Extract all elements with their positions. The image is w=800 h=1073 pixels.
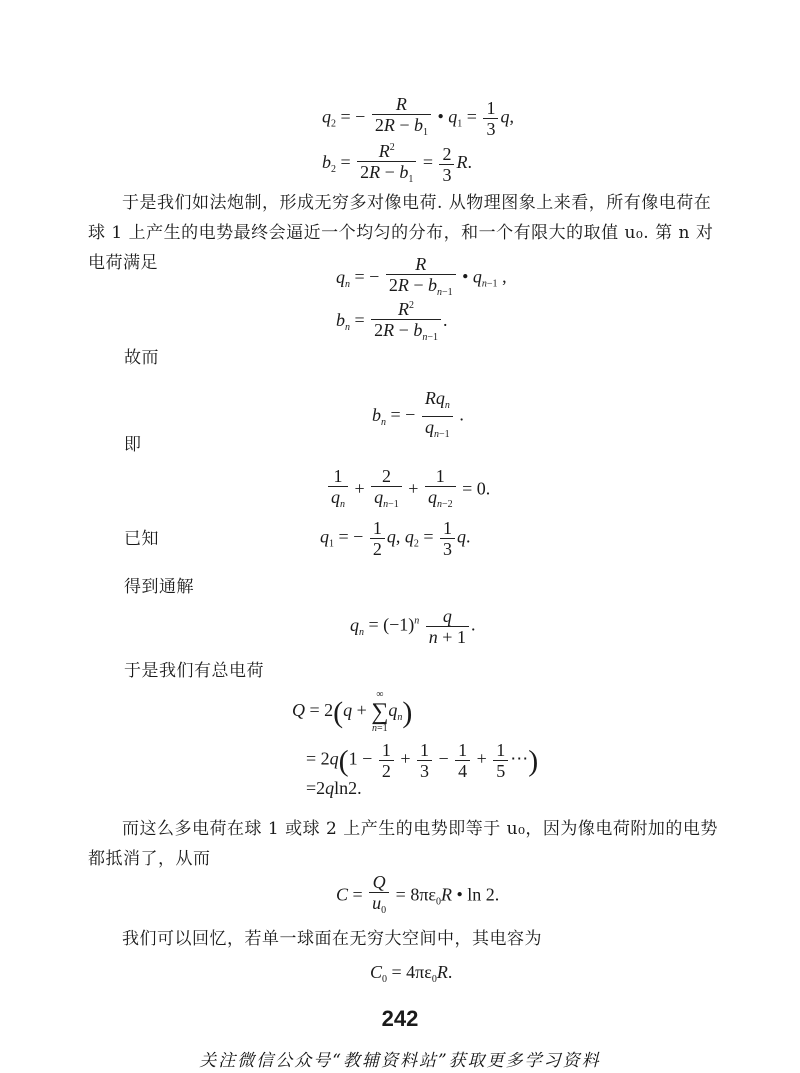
equation-initial-values: $q_1$ = − $\frac{1}{2}$ q, $q_2$ = $\frac{1}{3}$ q.	[320, 518, 471, 559]
text-yi-zhi: 已知	[124, 529, 159, 549]
equation-bn: $b_n$ = $\frac{R^2}{2R - b_{n-1}}$ .	[336, 296, 447, 348]
equation-q2: $q_2$ = − $\frac{R}{2R - b_1}$ • $q_1$ = $\frac{1}{3}$ q,	[322, 94, 514, 143]
equation-capacitance: C = $\frac{Q}{u_0}$ = $8\pi\varepsilon_0R$ • ln 2.	[336, 872, 499, 921]
equation-b2: $b_2$ = $\frac{R^2}{2R - b_1}$ = $\frac{2}{3}$ R.	[322, 138, 472, 190]
equation-single-sphere-capacitance: $C_0 = 4\pi\varepsilon_0R$.	[370, 962, 453, 985]
text-gu-er: 故而	[124, 348, 159, 368]
text-total-charge-intro: 于是我们有总电荷	[124, 661, 264, 681]
paragraph-single-sphere: 我们可以回忆，若单一球面在无穷大空间中，其电容为	[122, 929, 542, 949]
equation-total-charge-sum: Q = 2(q + ∞ ∑ n=1 $q_n$)	[292, 689, 413, 734]
equation-bn-ratio: $b_n$ = − $\frac{Rq_n}{q_{n-1}}$ .	[372, 388, 464, 445]
text-de-dao-tong-jie: 得到通解	[124, 577, 194, 597]
paragraph-potential: 而这么多电荷在球 1 或球 2 上产生的电势即等于 u₀，因为像电荷附加的电势都抵消了，从而	[88, 819, 718, 869]
equation-general-solution: $q_n = (-1)^n$ $\frac{q}{n + 1}$ .	[350, 606, 476, 647]
equation-total-charge-result: =2qln2.	[306, 778, 362, 798]
equation-recurrence: $\frac{1}{q_n}$ + $\frac{2}{q_{n-1}}$ + $\frac{1}{q_{n-2}}$ = 0.	[326, 466, 490, 515]
page-number: 242	[381, 1006, 419, 1031]
footer-watermark: 关注微信公众号“教辅资料站”获取更多学习资料	[199, 1051, 601, 1071]
equation-total-charge-series: = 2q(1 − $\frac{1}{2}$ + $\frac{1}{3}$ − $\frac{1}{4}$ + $\frac{1}{5}$ ⋯)	[306, 740, 539, 781]
paragraph-image-charges: 于是我们如法炮制，形成无穷多对像电荷. 从物理图象上来看，所有像电荷在球 1 上产生的电势最终会逼近一个均匀的分布，和一个有限大的取值 u₀. 第 n 对电荷满足	[88, 193, 714, 273]
text-ji: 即	[124, 435, 142, 455]
equation-qn: $q_n$ = − $\frac{R}{2R - b_{n-1}}$ • $q_{n-1}$ ,	[336, 254, 507, 303]
